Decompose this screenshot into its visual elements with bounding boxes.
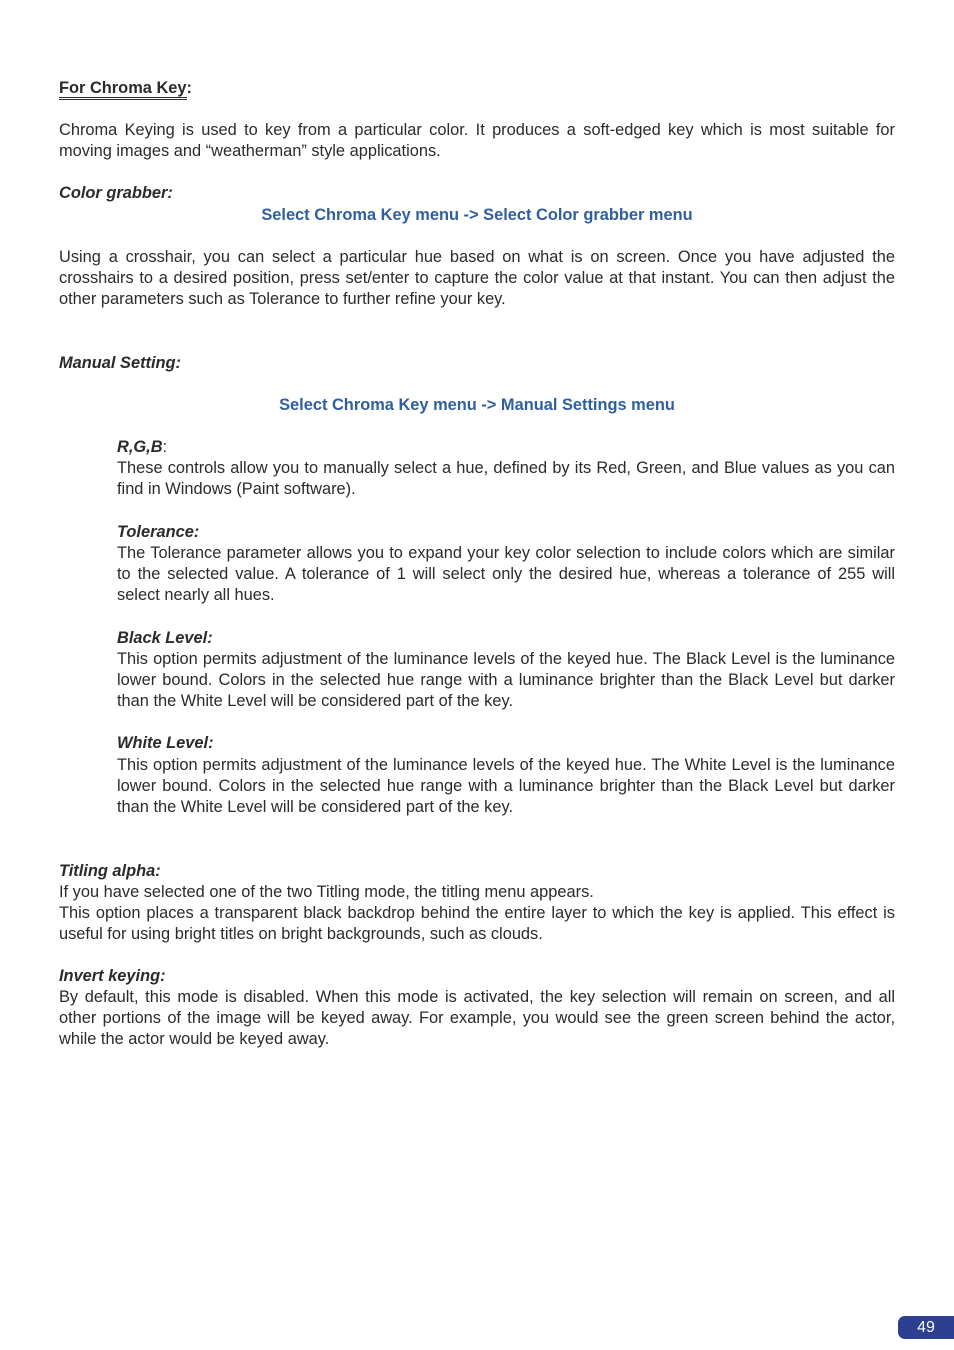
titling-alpha-paragraph: This option places a transparent black backdrop behind the entire layer to which the key is applied. This effect is useful for using bright titles on bright backgrounds, such as clouds.	[59, 904, 895, 944]
section-title: For Chroma Key:	[59, 78, 895, 99]
black-level-paragraph: This option permits adjustment of the luminance levels of the keyed hue. The Black Level is the luminance lower bound. Colors in the selected hue range with a luminance brighter than the Black Level but darker than the White Level will be considered part of the key.	[117, 650, 895, 711]
white-level-heading: White Level:	[117, 734, 214, 752]
invert-keying-paragraph: By default, this mode is disabled. When this mode is activated, the key selection will remain on screen, and all other portions of the image will be keyed away. For example, you would see the green screen behind the actor, while the actor would be keyed away.	[59, 988, 895, 1049]
tolerance-paragraph: The Tolerance parameter allows you to expand your key color selection to include colors which are similar to the selected value. A tolerance of 1 will select only the desired hue, whereas a tolerance of 255 will select nearly all hues.	[117, 544, 895, 605]
rgb-heading: R,G,B:	[117, 438, 168, 456]
titling-alpha-heading: Titling alpha:	[59, 862, 161, 880]
manual-setting-heading: Manual Setting:	[59, 354, 182, 372]
rgb-paragraph: These controls allow you to manually select a hue, defined by its Red, Green, and Blue values as you can find in Windows (Paint software).	[117, 459, 895, 499]
invert-keying-heading: Invert keying:	[59, 967, 166, 985]
intro-paragraph: Chroma Keying is used to key from a particular color. It produces a soft-edged key which is most suitable for moving images and “weatherman” style applications.	[59, 121, 895, 161]
section-title-text: For Chroma Key	[59, 79, 187, 100]
titling-alpha-line: If you have selected one of the two Titling mode, the titling menu appears.	[59, 883, 594, 901]
color-grabber-heading: Color grabber:	[59, 184, 173, 202]
color-grabber-menu-path: Select Chroma Key menu -> Select Color grabber menu	[261, 206, 693, 224]
page-number-badge: 49	[898, 1316, 954, 1339]
black-level-heading: Black Level:	[117, 629, 213, 647]
tolerance-heading: Tolerance:	[117, 523, 200, 541]
manual-setting-menu-path: Select Chroma Key menu -> Manual Settings menu	[279, 396, 675, 414]
white-level-paragraph: This option permits adjustment of the luminance levels of the keyed hue. The White Level is the luminance lower bound. Colors in the selected hue range with a luminance brighter than the Black Level but darker than the White Level will be considered part of the key.	[117, 756, 895, 817]
color-grabber-paragraph: Using a crosshair, you can select a particular hue based on what is on screen. Once you have adjusted the crosshairs to a desired position, press set/enter to capture the color value at that instant. You can then adjust the other parameters such as Tolerance to further refine your key.	[59, 248, 895, 309]
